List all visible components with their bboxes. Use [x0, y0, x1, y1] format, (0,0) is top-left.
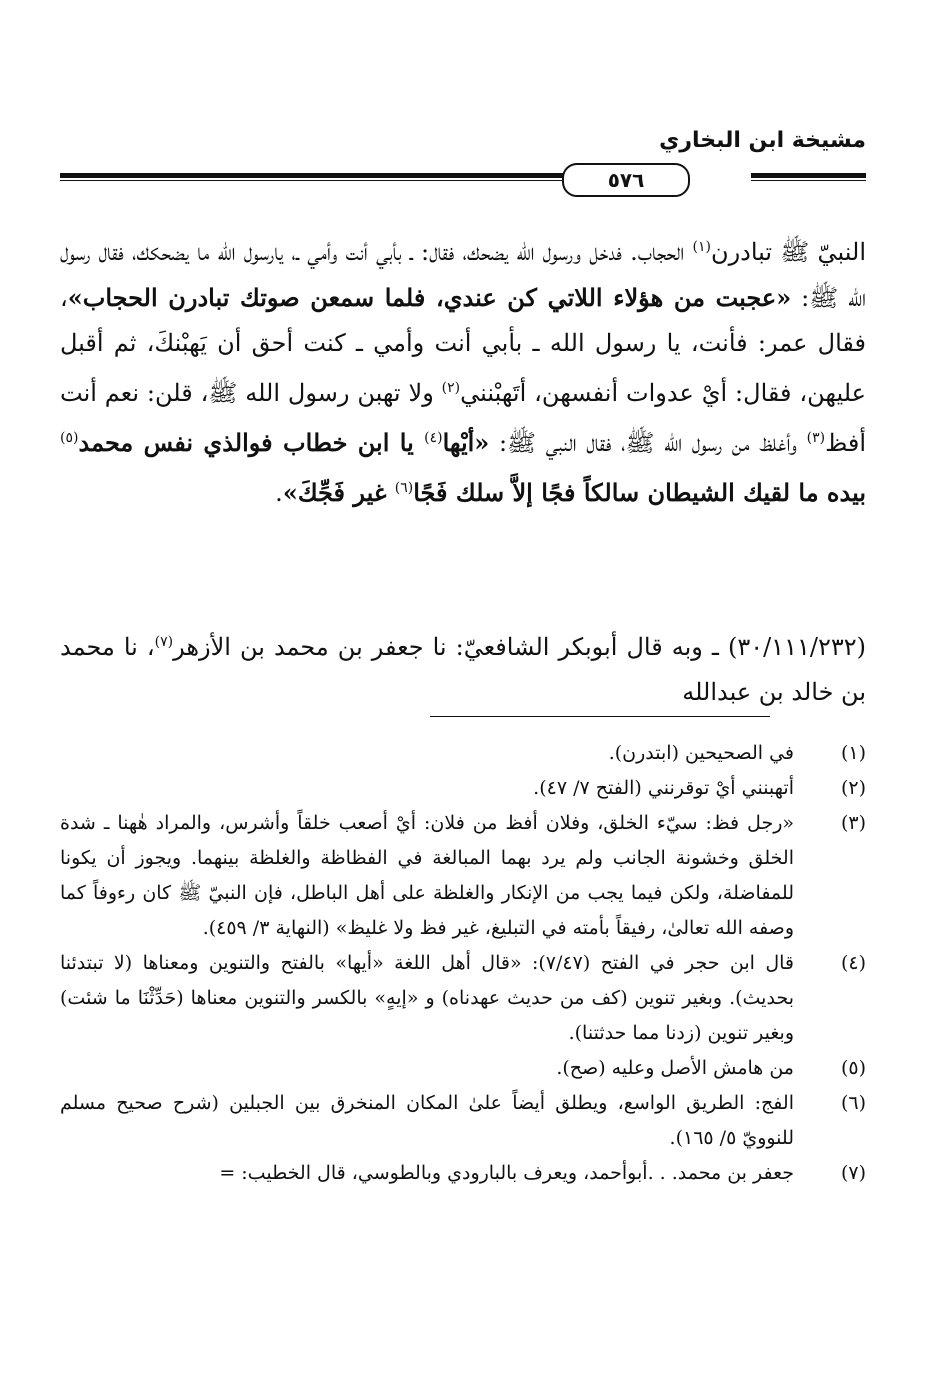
- body-text-run: ، نا محمد بن خالد بن عبدالله: [60, 633, 866, 706]
- hadith-text: يا ابن خطاب فوالذي نفس محمد: [78, 428, 425, 457]
- hadith-text: غير فَجِّكَ»: [282, 478, 395, 507]
- header-rule: [60, 171, 866, 187]
- footnote-text: قال ابن حجر في الفتح (٧/٤٧): «قال أهل اللغة «أيها» بالفتح والتنوين ومعناها (لا تبتدئنا بحديث). وبغير تنوين (كف من حديث عهدناه) و «إيهٍ» بالكسر والتنوين معناها (حَدِّثْنَا ما شئت) وبغير تنوين (زدنا مما حدثتنا).: [60, 952, 794, 1044]
- footnote-ref: (٦): [394, 480, 414, 496]
- footnote-ref: (٤): [424, 430, 443, 446]
- footnote-text: من هامش الأصل وعليه (صح).: [556, 1057, 794, 1079]
- footnote-ref: (١): [692, 239, 711, 255]
- body-text-run: .: [275, 479, 283, 507]
- footnote-text: جعفر بن محمد. . .أبوأحمد، ويعرف بالبارودي وبالطوسي، قال الخطيب: =: [219, 1162, 794, 1184]
- hadith-text: بيده ما لقيك الشيطان سالكاً فجًا إلاَّ سلك فَجًا: [413, 478, 866, 507]
- footnote: [60, 1086, 866, 1156]
- header-rule-right-thin: [751, 180, 866, 181]
- body-text-run: النبيّ ﷺ تبادرن: [710, 238, 867, 266]
- body-paragraph-1: [60, 225, 866, 516]
- body-text-run: الحجاب. فدخل ورسول الله يضحك، فقال: ـ بأبي أنت وأمي ـ، يارسول الله ما يضحكك، فقال رسول الله ﷺ:: [60, 238, 867, 312]
- footnote-number: (٢): [840, 777, 866, 799]
- body-text-run: ولا تهبن رسول الله ﷺ، قلن: نعم أنت أفظ: [60, 379, 866, 457]
- footnote-number: (٧): [840, 1162, 866, 1184]
- footnotes: [60, 736, 866, 1191]
- footnote: [60, 1156, 866, 1191]
- footnote-text: أتهبنني أيْ توقرنني (الفتح ٧/ ٤٧).: [533, 777, 794, 799]
- footnote: [60, 806, 866, 946]
- footnote: [60, 771, 866, 806]
- footnote: [60, 736, 866, 771]
- footnote-ref: (٧): [154, 634, 174, 650]
- body-paragraph-2: [60, 620, 866, 715]
- footnote: [60, 1051, 866, 1086]
- footnote-text: «رجل فظ: سيّء الخلق، وفلان أفظ من فلان: أيْ أصعب خلقاً وأشرس، والمراد هٰهنا ـ شدة الخلق وخشونة الجانب ولم يرد بهما المبالغة في الفظاظة والغلظة بينهما. ويجوز أن يكونا للمفاضلة، ولكن فيما يجب من الإنكار والغلظة على أهل الباطل، فإن النبيّ ﷺ كان رءوفاً كما وصفه الله تعالىٰ، رفيقاً بأمته في التبليغ، غير فظ ولا غليظ» (النهاية ٣/ ٤٥٩).: [60, 812, 794, 939]
- header-rule-left: [60, 173, 620, 178]
- hadith-text: «أيْها: [442, 428, 490, 457]
- page-number: ٥٧٦: [562, 163, 690, 197]
- footnote-number: (١): [840, 742, 866, 764]
- footnote-separator: [430, 716, 770, 717]
- running-title: مشيخة ابن البخاري: [659, 128, 866, 153]
- body-text-run: ، فقال عمر: فأنت، يا رسول الله ـ بأبي أنت وأمي ـ كنت أحق أن يَهبْنكَ، ثم أقبل عليهن، فقال: أيْ عدوات أنفسهن، أتَهبْنني: [60, 284, 866, 407]
- footnote-number: (٥): [840, 1057, 866, 1079]
- footnote: [60, 946, 866, 1051]
- hadith-text: «عجبت من هؤلاء اللاتي كن عندي، فلما سمعن صوتك تبادرن الحجاب»: [67, 283, 792, 312]
- header-rule-right: [751, 173, 866, 178]
- body-text-run: (٣٠/١١١/٢٣٢) ـ وبه قال أبوبكر الشافعيّ: نا جعفر بن محمد بن الأزهر: [173, 633, 866, 661]
- footnote-number: (٤): [840, 952, 866, 974]
- footnote-ref: (٢): [441, 380, 461, 396]
- footnote-ref: (٥): [60, 430, 79, 446]
- footnote-number: (٦): [840, 1092, 866, 1114]
- header-rule-left-thin: [60, 180, 620, 181]
- footnote-ref: (٣): [806, 430, 826, 446]
- footnote-text: في الصحيحين (ابتدرن).: [608, 742, 794, 764]
- footnote-number: (٣): [840, 812, 866, 834]
- body-text-run: وأغلظ من رسول الله ﷺ، فقال النبي ﷺ:: [489, 429, 807, 457]
- footnote-text: الفج: الطريق الواسع، ويطلق أيضاً علىٰ المكان المنخرق بين الجبلين (شرح صحيح مسلم للنوويّ ٥/ ١٦٥).: [60, 1092, 794, 1149]
